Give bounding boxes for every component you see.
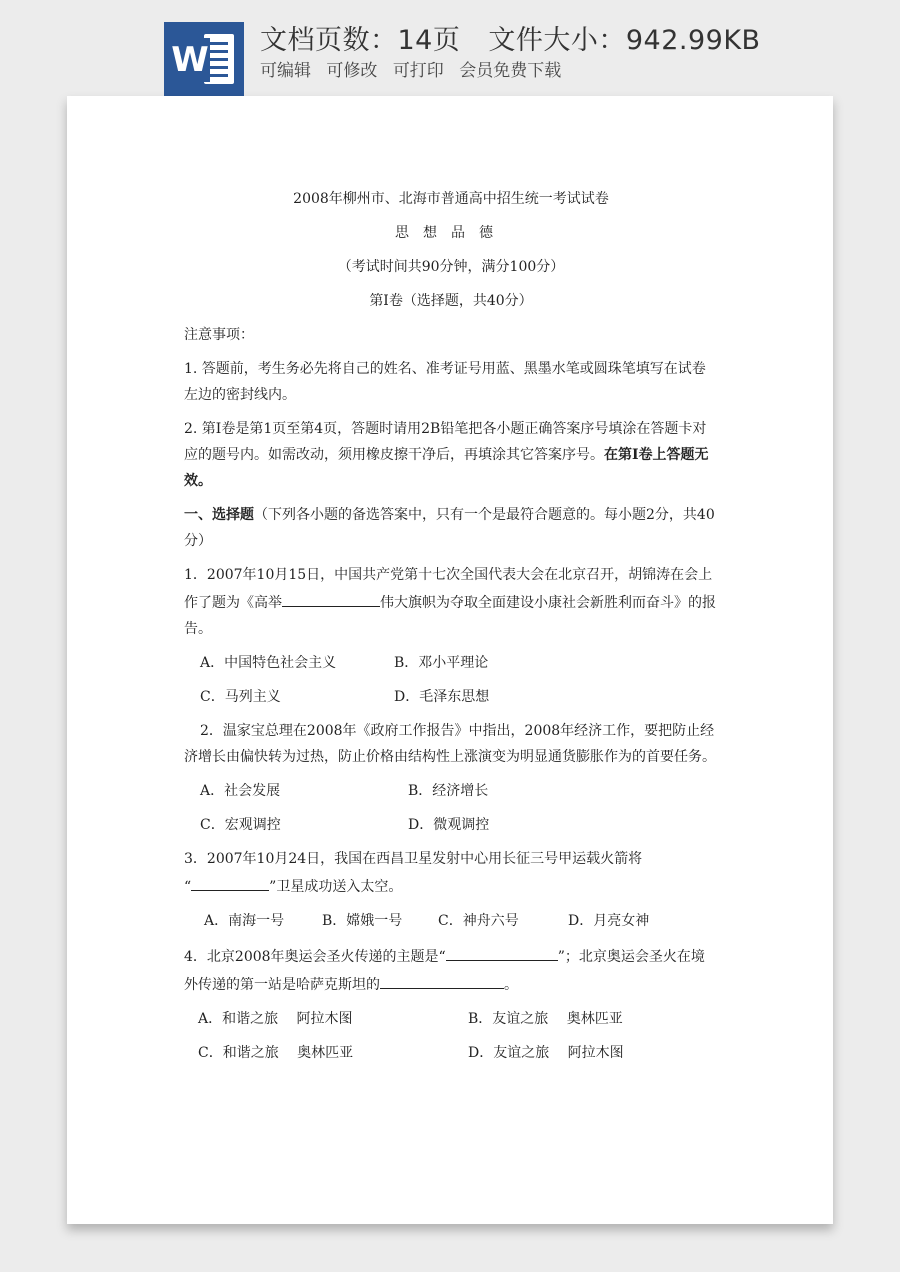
file-size: 文件大小：942.99KB (488, 25, 761, 56)
question-4-text-b: ”；北京奥运会圣火在境外传递的第一站是哈萨克斯坦的 (184, 949, 705, 993)
exam-title: 2008年柳州市、北海市普通高中招生统一考试试卷 (293, 191, 609, 207)
option-d: D．友谊之旅 阿拉木图 (468, 1045, 624, 1061)
option-c: C．神舟六号 (438, 913, 519, 929)
option-c: C．宏观调控 (200, 817, 281, 833)
option-d: D．毛泽东思想 (394, 689, 490, 705)
question-2-options-row-2 (184, 812, 718, 838)
option-b: B．友谊之旅 奥林匹亚 (468, 1011, 623, 1027)
option-a: A．和谐之旅 阿拉木图 (198, 1011, 353, 1027)
answer-blank (191, 872, 269, 891)
question-1-options (184, 650, 718, 676)
option-b: B．嫦娥一号 (322, 913, 403, 929)
feature-member-download: 会员免费下载 (459, 61, 562, 81)
document-content (184, 186, 718, 1066)
exam-subject: 思想品德 (395, 225, 507, 241)
answer-blank (380, 970, 504, 989)
feature-modifiable: 可修改 (326, 61, 378, 81)
download-banner (0, 0, 900, 96)
option-c: C．和谐之旅 奥林匹亚 (198, 1045, 354, 1061)
question-1-text-a: 1．2007年10月15日，中国共产党第十七次全国代表大会在北京召开，胡锦涛在会上作了题为《高举 (184, 567, 713, 611)
question-2: 2．温家宝总理在2008年《政府工作报告》中指出，2008年经济工作，要把防止经济增长由偏快转为过热，防止价格由结构性上涨演变为明显通货膨胀作为的首要任务。 (184, 723, 716, 765)
option-d: D．微观调控 (408, 817, 490, 833)
notice-item-1: 1. 答题前，考生务必先将自己的姓名、准考证号用蓝、黑墨水笔或圆珠笔填写在试卷左边的密封线内。 (184, 361, 706, 403)
feature-list (260, 56, 571, 81)
question-3-options (184, 908, 718, 934)
part-1-heading (184, 502, 718, 554)
question-2-options (184, 778, 718, 804)
document-page (67, 96, 833, 1224)
notice-item-2 (184, 416, 718, 494)
option-c: C．马列主义 (200, 689, 281, 705)
question-4-text-a: 4．北京2008年奥运会圣火传递的主题是“ (184, 949, 446, 965)
notice-heading: 注意事项： (184, 327, 254, 343)
section-heading: 第Ⅰ卷（选择题，共40分） (369, 293, 533, 309)
question-1-options-row-2 (184, 684, 718, 710)
question-3 (184, 846, 718, 900)
option-b: B．邓小平理论 (394, 655, 489, 671)
question-4-options (184, 1006, 718, 1032)
question-3-quote-open: “ (184, 879, 192, 895)
question-4-options-row-2 (184, 1040, 718, 1066)
question-3-text-c: ”卫星成功送入太空。 (269, 879, 403, 895)
question-4 (184, 942, 718, 998)
question-3-text-a: 3．2007年10月24日，我国在西昌卫星发射中心用长征三号甲运载火箭将 (184, 851, 643, 867)
question-4-text-c: 。 (504, 977, 518, 993)
option-d: D．月亮女神 (568, 913, 650, 929)
option-a: A．南海一号 (204, 913, 285, 929)
question-1-text-b: 伟大旗帜为夺取全面建设小康社会新胜利而奋斗》的报告。 (184, 595, 716, 637)
option-b: B．经济增长 (408, 783, 489, 799)
option-a: A．中国特色社会主义 (200, 655, 337, 671)
part-1-description: （下列各小题的备选答案中，只有一个是最符合题意的。每小题2分，共40分） (184, 507, 715, 549)
word-icon (164, 22, 244, 96)
feature-printable: 可打印 (392, 61, 444, 81)
answer-blank (282, 588, 380, 607)
answer-blank (446, 942, 558, 961)
word-letter-icon: W (171, 40, 209, 80)
question-1 (184, 562, 718, 642)
page-count: 文档页数：14页 (260, 25, 461, 56)
part-1-title: 一、选择题 (184, 507, 254, 523)
notice-item-2-bold: 在第Ⅰ卷上答题无效。 (184, 447, 709, 489)
file-info (260, 18, 761, 57)
feature-editable: 可编辑 (260, 61, 311, 81)
notice-item-2-text: 2. 第Ⅰ卷是第1页至第4页，答题时请用2B铅笔把各小题正确答案序号填涂在答题卡对应的题号内。如需改动，须用橡皮擦干净后，再填涂其它答案序号。 (184, 421, 707, 463)
exam-time-note: （考试时间共90分钟，满分100分） (337, 259, 565, 275)
option-a: A．社会发展 (200, 783, 281, 799)
